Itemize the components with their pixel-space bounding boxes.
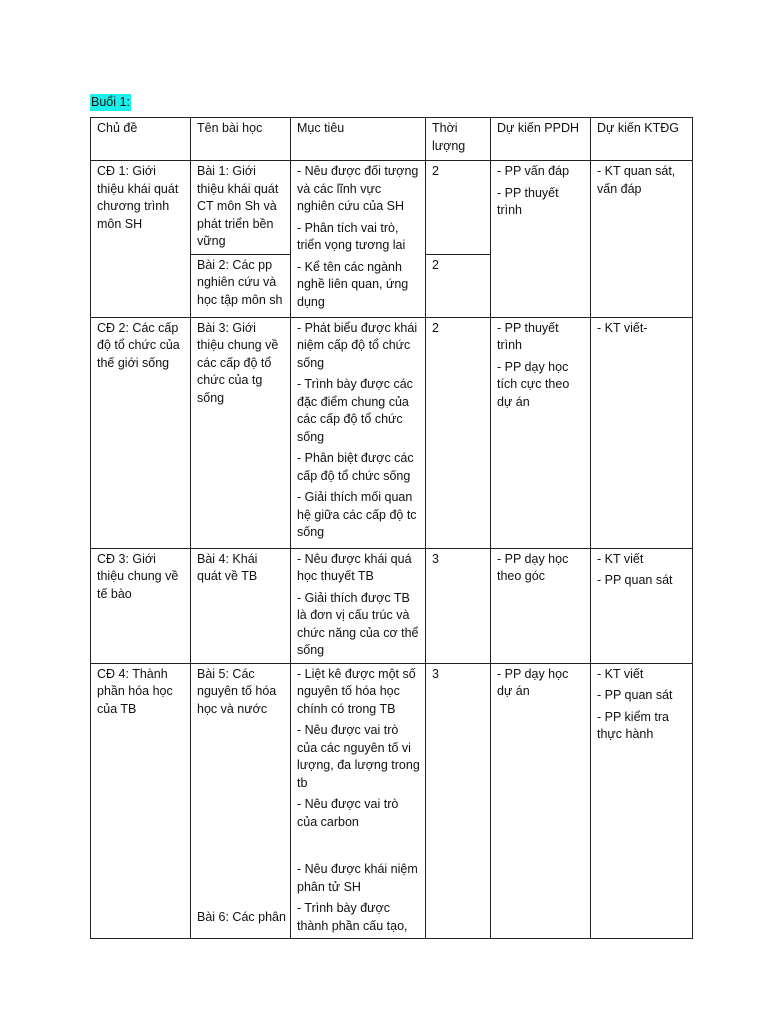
table-row [91,161,693,255]
method-item: - PP dạy học tích cực theo dự án [497,359,570,409]
lesson-cell [191,663,291,939]
methods-cell [491,548,591,663]
objective-item: - Phát biểu được khái niệm cấp độ tổ chức sống [297,320,418,370]
session-title: Buổi 1: [91,95,130,109]
assessment-cell [591,548,693,663]
method-item: - PP dạy học dự án [497,666,569,698]
header-topic: Chủ đề [91,118,191,161]
assessment-item: - KT viết [597,551,644,566]
methods-cell [491,663,591,939]
table-header-row [91,118,693,161]
method-item: - PP thuyết trình [497,320,559,352]
duration-cell: 2 [426,317,491,548]
objective-item: - Nêu được khái niệm phân tử SH [297,862,418,894]
header-assessment: Dự kiến KTĐG [591,118,693,161]
next-lesson-label: Bài 6: Các phân [197,909,286,924]
lesson-cell: Bài 2: Các pp nghiên cứu và học tập môn sh [191,254,291,317]
duration-cell: 2 [426,161,491,255]
method-item: - PP dạy học theo góc [497,551,569,583]
assessment-item: - KT viết [597,666,644,681]
objective-item: - Nêu được đối tượng và các lĩnh vực nghiên cứu của SH [297,164,419,213]
objective-item: - Liệt kê được một số nguyên tố hóa học chính có trong TB [297,666,416,716]
objective-item: - Giải thích mối quan hệ giữa các cấp độ tc sống [297,490,417,539]
header-objectives: Mục tiêu [291,118,426,161]
objective-item: - Phân tích vai trò, triển vọng tương lai [297,220,406,252]
assessment-item: - PP quan sát [597,573,673,587]
methods-cell [491,161,591,318]
assessment-cell [591,317,693,548]
table-row [91,317,693,548]
duration-cell: 3 [426,548,491,663]
objectives-cell [291,548,426,663]
duration-cell: 3 [426,663,491,939]
table-row [91,663,693,939]
objectives-cell [291,663,426,939]
methods-cell [491,317,591,548]
topic-cell: CĐ 4: Thành phần hóa học của TB [91,663,191,939]
assessment-item: - PP kiểm tra thực hành [597,709,670,741]
objective-item: - Nêu được khái quá học thuyết TB [297,551,412,583]
spacer [297,835,420,861]
assessment-item: - KT viết- [597,320,648,335]
topic-cell: CĐ 1: Giới thiệu khái quát chương trình môn SH [91,161,191,318]
lesson-label: Bài 5: Các nguyên tố hóa học và nước [197,666,277,716]
objective-item: - Trình bày được các đặc điểm chung của các cấp độ tổ chức sống [297,377,413,444]
topic-cell: CĐ 2: Các cấp độ tổ chức của thế giới sống [91,317,191,548]
objective-item: - Trình bày được thành phần cấu tạo, [297,901,408,933]
objectives-cell [291,317,426,548]
objective-item: - Phân biệt được các cấp độ tổ chức sống [297,451,414,483]
assessment-item: - KT quan sát, vấn đáp [597,164,676,196]
objective-item: - Giải thích được TB là đơn vị cấu trúc và chức năng của cơ thể sống [297,590,419,657]
header-duration: Thời lượng [426,118,491,161]
objective-item: - Nêu được vai trò của carbon [297,797,399,829]
lesson-cell: Bài 1: Giới thiệu khái quát CT môn Sh và phát triển bền vững [191,161,291,255]
objective-item: - Kể tên các ngành nghề liên quan, ứng dụng [297,259,409,309]
table-row [91,548,693,663]
lesson-cell: Bài 3: Giới thiệu chung về các cấp độ tổ chức của tg sống [191,317,291,548]
header-lesson: Tên bài học [191,118,291,161]
lesson-cell: Bài 4: Khái quát về TB [191,548,291,663]
assessment-cell [591,161,693,318]
objectives-cell [291,161,426,318]
lesson-plan-table [90,117,693,939]
method-item: - PP thuyết trình [497,185,559,217]
assessment-item: - PP quan sát [597,688,673,702]
duration-cell: 2 [426,254,491,317]
header-methods: Dự kiến PPDH [491,118,591,161]
method-item: - PP vấn đáp [497,164,570,178]
objective-item: - Nêu được vai trò của các nguyên tố vi lượng, đa lượng trong tb [297,723,420,790]
assessment-cell [591,663,693,939]
topic-cell: CĐ 3: Giới thiệu chung về tế bào [91,548,191,663]
